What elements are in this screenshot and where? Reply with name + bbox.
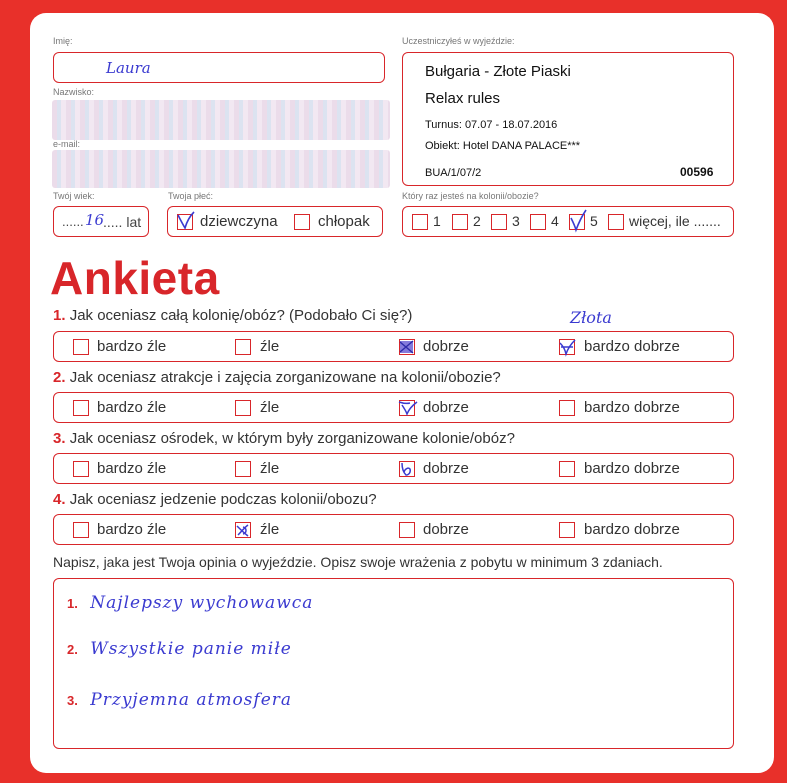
q2-bardzo-zle-checkbox[interactable] [73,400,89,416]
times-4-label: 4 [551,213,559,229]
female-label: dziewczyna [200,213,278,230]
q3-bardzo-dobrze-checkbox[interactable] [559,461,575,477]
q3-bardzo-zle-checkbox[interactable] [73,461,89,477]
trip-obiekt: Obiekt: Hotel DANA PALACE*** [425,140,581,152]
q2-bardzo-zle-label: bardzo źle [97,399,167,416]
trip-number: 00596 [680,165,714,179]
q4-zle-label: źle [260,521,280,538]
name-label: Imię: [53,36,73,46]
times-more-label: więcej, ile ....... [629,213,721,229]
times-more-checkbox[interactable] [608,214,624,230]
age-suffix: ..... lat [103,214,142,230]
age-prefix: ...... [62,214,84,229]
opinion-entry-2: 2. Wszystkie panie miłe [67,639,292,659]
comment-handwriting: Złota [570,308,612,327]
times-1-checkbox[interactable] [412,214,428,230]
trip-info-box [402,52,734,186]
q1-bardzo-dobrze-label: bardzo dobrze [584,338,680,355]
q1-zle-label: źle [260,338,280,355]
times-2-label: 2 [473,213,481,229]
question-3-options [53,453,734,484]
q1-bardzo-zle-label: bardzo źle [97,338,167,355]
trip-turnus: Turnus: 07.07 - 18.07.2016 [425,119,558,131]
times-5-checkbox[interactable] [569,214,585,230]
times-2-checkbox[interactable] [452,214,468,230]
name-handwriting: Laura [106,59,151,77]
q2-bardzo-dobrze-label: bardzo dobrze [584,399,680,416]
name-field[interactable] [53,52,385,83]
question-1-options [53,331,734,362]
times-3-checkbox[interactable] [491,214,507,230]
opinion-textarea[interactable] [53,578,734,749]
q2-zle-label: źle [260,399,280,416]
q1-dobrze-label: dobrze [423,338,469,355]
question-1: 1. Jak oceniasz całą kolonię/obóz? (Podobało Ci się?) [53,307,413,324]
q3-zle-label: źle [260,460,280,477]
q4-dobrze-label: dobrze [423,521,469,538]
opinion-entry-3: 3. Przyjemna atmosfera [67,690,293,710]
trip-program: Relax rules [425,90,501,107]
gender-field [167,206,383,237]
q2-dobrze-label: dobrze [423,399,469,416]
age-field[interactable] [53,206,149,237]
q1-zle-checkbox[interactable] [235,339,251,355]
q3-dobrze-checkbox[interactable] [399,461,415,477]
times-4-checkbox[interactable] [530,214,546,230]
opinion-prompt: Napisz, jaka jest Twoja opinia o wyjeździe. Opisz swoje wrażenia z pobytu w minimum 3 zdaniach. [53,554,663,570]
gender-label: Twoja płeć: [168,191,214,201]
q3-zle-checkbox[interactable] [235,461,251,477]
q4-bardzo-zle-checkbox[interactable] [73,522,89,538]
q4-dobrze-checkbox[interactable] [399,522,415,538]
question-3: 3. Jak oceniasz ośrodek, w którym były zorganizowane kolonie/obóz? [53,430,515,447]
times-5-label: 5 [590,213,598,229]
male-label: chłopak [318,213,370,230]
question-4: 4. Jak oceniasz jedzenie podczas kolonii/obozu? [53,491,377,508]
surname-redacted [52,100,390,140]
question-2-options [53,392,734,423]
q4-zle-checkbox[interactable] [235,522,251,538]
q4-bardzo-zle-label: bardzo źle [97,521,167,538]
email-label: e-mail: [53,139,81,149]
q4-bardzo-dobrze-label: bardzo dobrze [584,521,680,538]
question-4-options [53,514,734,545]
question-2: 2. Jak oceniasz atrakcje i zajęcia zorganizowane na kolonii/obozie? [53,369,501,386]
q2-dobrze-checkbox[interactable] [399,400,415,416]
trip-destination: Bułgaria - Złote Piaski [425,63,571,80]
q1-dobrze-checkbox[interactable] [399,339,415,355]
times-3-label: 3 [512,213,520,229]
survey-sheet [30,13,774,773]
q1-bardzo-zle-checkbox[interactable] [73,339,89,355]
male-checkbox[interactable] [294,214,310,230]
female-checkbox[interactable] [177,214,193,230]
surname-label: Nazwisko: [53,87,95,97]
opinion-entry-1: 1. Najlepszy wychowawca [67,593,314,613]
email-redacted [52,150,390,188]
trip-code: BUA/1/07/2 [425,167,482,179]
q3-bardzo-zle-label: bardzo źle [97,460,167,477]
q2-bardzo-dobrze-checkbox[interactable] [559,400,575,416]
age-label: Twój wiek: [53,191,95,201]
times-field [402,206,734,237]
times-label: Który raz jesteś na kolonii/obozie? [402,191,539,201]
times-1-label: 1 [433,213,441,229]
trip-label: Uczestniczyłeś w wyjeździe: [402,36,515,46]
q3-dobrze-label: dobrze [423,460,469,477]
q2-zle-checkbox[interactable] [235,400,251,416]
age-handwriting: 16 [85,211,105,229]
page-title: Ankieta [50,252,220,304]
q3-bardzo-dobrze-label: bardzo dobrze [584,460,680,477]
q1-bardzo-dobrze-checkbox[interactable] [559,339,575,355]
q4-bardzo-dobrze-checkbox[interactable] [559,522,575,538]
